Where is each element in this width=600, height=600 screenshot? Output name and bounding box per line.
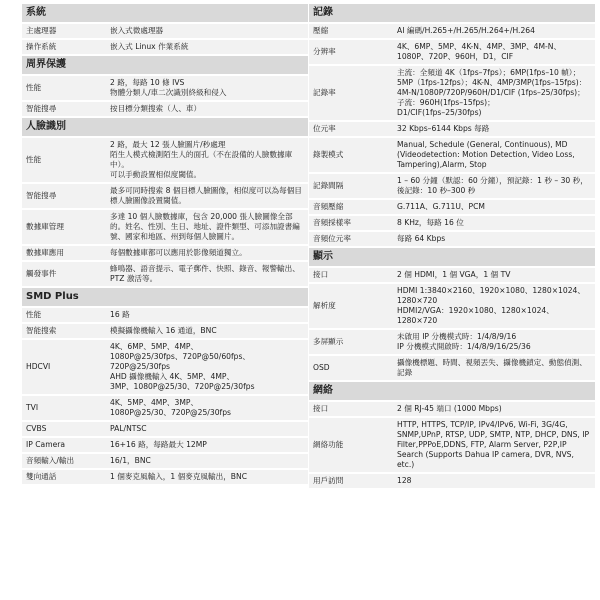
spec-label: 數據庫應用 <box>26 248 64 257</box>
spec-value: 2 個 RJ-45 端口 (1000 Mbps) <box>397 404 502 413</box>
spec-value: 16/1，BNC <box>110 456 151 465</box>
spec-row <box>309 122 595 136</box>
section-title: 系統 <box>22 4 308 22</box>
spec-row <box>22 138 308 182</box>
spec-row <box>22 210 308 244</box>
spec-row <box>22 102 308 116</box>
spec-row <box>309 284 595 328</box>
spec-row <box>22 40 308 54</box>
spec-row <box>309 418 595 472</box>
spec-row <box>22 246 308 260</box>
spec-label: 接口 <box>313 404 329 413</box>
spec-row <box>22 422 308 436</box>
spec-label: 音頻輸入/輸出 <box>26 456 75 465</box>
spec-value: 2 路，每路 10 條 IVS 物體分類人/車二次識別終級和侵入 <box>110 78 227 97</box>
spec-row <box>309 138 595 172</box>
spec-label: 音頻壓縮 <box>313 202 344 211</box>
spec-value: 每個數據庫都可以應用於影像頻道獨立。 <box>110 248 247 257</box>
spec-label: 音頻位元率 <box>313 234 351 243</box>
spec-row <box>309 268 595 282</box>
spec-row <box>309 356 595 380</box>
spec-label: 主處理器 <box>26 26 57 35</box>
spec-value: HTTP, HTTPS, TCP/IP, IPv4/IPv6, Wi-Fi, 3G/4G, SNMP,UPnP, RTSP, UDP, SMTP, NTP, DHCP, DNS, IP Filter,PPPoE,DDNS, FTP, Alarm Server, P2P,IP Search (Supports Dahua IP camera, DVR, NVS, etc.) <box>397 420 590 469</box>
spec-row <box>22 470 308 484</box>
spec-row <box>309 24 595 38</box>
section-title: 網絡 <box>309 382 595 400</box>
spec-label: 記錄率 <box>313 88 336 97</box>
spec-value: 2 路，最大 12 張人臉圖片/秒處理 陌生人模式檢測陌生人的面孔（不在設備的人臉數據庫中）。 可以手動設置相似度閾值。 <box>110 140 293 179</box>
spec-value: 最多可同時搜索 8 個目標人臉圖像，相似度可以為每個目標人臉圖像設置閾值。 <box>110 186 302 205</box>
spec-label: IP Camera <box>26 440 66 449</box>
left-spec-column <box>22 4 308 486</box>
spec-value: 按目標分類搜索（人、車） <box>110 104 202 113</box>
spec-value: 16 路 <box>110 310 130 319</box>
right-spec-column <box>309 4 595 490</box>
spec-label: 性能 <box>26 310 42 319</box>
spec-value: 4K、5MP、4MP、3MP、 1080P@25/30、720P@25/30fps <box>110 398 231 417</box>
spec-label: 觸發事件 <box>26 269 57 278</box>
spec-row <box>309 474 595 488</box>
spec-row <box>22 438 308 452</box>
spec-label: 操作系統 <box>26 42 57 51</box>
spec-row <box>309 174 595 198</box>
spec-value: 2 個 HDMI，1 個 VGA，1 個 TV <box>397 270 511 279</box>
spec-label: 用戶訪問 <box>313 476 344 485</box>
spec-value: 攝像機標題、時間、視頻丟失、攝像機鎖定、動態偵測、記錄 <box>397 358 587 377</box>
section-title: SMD Plus <box>22 288 308 306</box>
spec-value: 蜂鳴器、語音提示、電子郵件、快照、錄音、報警輸出、PTZ 激活等。 <box>110 264 300 283</box>
spec-value: 模擬攝像機輸入 16 通道，BNC <box>110 326 217 335</box>
spec-value: 4K、6MP、5MP、4K-N、4MP、3MP、4M-N、1080P、720P、960H，D1，CIF <box>397 42 562 61</box>
spec-row <box>309 216 595 230</box>
spec-value: 8 KHz，每路 16 位 <box>397 218 464 227</box>
spec-row <box>309 330 595 354</box>
spec-label: 雙向通話 <box>26 472 57 481</box>
spec-label: CVBS <box>26 424 47 433</box>
spec-row <box>309 232 595 246</box>
spec-value: 128 <box>397 476 412 485</box>
spec-label: 錄製模式 <box>313 150 344 159</box>
spec-row <box>22 308 308 322</box>
spec-label: 網絡功能 <box>313 440 344 449</box>
spec-value: 1 – 60 分鐘（默認：60 分鐘），預記錄：1 秒 – 30 秒，後記錄：10 秒–300 秒 <box>397 176 588 195</box>
section-title: 記錄 <box>309 4 595 22</box>
spec-row <box>22 76 308 100</box>
spec-label: 多屏顯示 <box>313 337 344 346</box>
spec-row <box>22 262 308 286</box>
spec-row <box>309 66 595 120</box>
spec-row <box>22 454 308 468</box>
spec-row <box>309 200 595 214</box>
spec-value: HDMI 1:3840×2160、1920×1080、1280×1024、1280×720 HDMI2/VGA：1920×1080、1280×1024、1280×720 <box>397 286 585 325</box>
spec-row <box>309 40 595 64</box>
spec-label: 數據庫管理 <box>26 222 64 231</box>
spec-label: 智能搜索 <box>26 326 57 335</box>
spec-label: 位元率 <box>313 124 336 133</box>
spec-value: 1 個麥克風輸入，1 個麥克風輸出，BNC <box>110 472 247 481</box>
spec-value: 主流：全頻道 4K（1fps–7fps）；6MP(1fps–10 幀）；5MP（1fps-12fps）；4K-N、4MP/3MP(1fps–15fps)： 4M-N/1080P/720P/960H/D1/CIF (1fps–25/30fps)； 子流：960H(1fps–15fps)； D1/CIF(1fps–25/30fps) <box>397 68 587 117</box>
spec-row <box>309 402 595 416</box>
spec-value: 4K、6MP、5MP、4MP、 1080P@25/30fps、720P@50/60fps、 720P@25/30fps AHD 攝像機輸入 4K、5MP、4MP、 3MP、1080P@25/30、720P@25/30fps <box>110 342 255 391</box>
spec-value: 嵌入式微處理器 <box>110 26 164 35</box>
spec-label: 智能搜尋 <box>26 191 57 200</box>
spec-value: AI 編碼/H.265+/H.265/H.264+/H.264 <box>397 26 535 35</box>
spec-value: 多達 10 個人臉數據庫，包含 20,000 張人臉圖像全部的。姓名、性別、生日、地址、證件類型、可添加證書編號、國家和地區、州到每個人臉圖片。 <box>110 212 300 241</box>
spec-value: Manual, Schedule (General, Continuous), MD (Videodetection: Motion Detection, Video Loss, Tampering),Alarm, Stop <box>397 140 575 169</box>
spec-value: G.711A、G.711U、PCM <box>397 202 485 211</box>
spec-label: 解析度 <box>313 301 336 310</box>
spec-label: 性能 <box>26 83 42 92</box>
spec-label: TVI <box>26 403 39 412</box>
spec-value: 每路 64 Kbps <box>397 234 446 243</box>
spec-row <box>22 24 308 38</box>
spec-label: 性能 <box>26 155 42 164</box>
spec-label: 接口 <box>313 270 329 279</box>
spec-value: 未啟用 IP 分機模式時：1/4/8/9/16 IP 分機模式開啟時：1/4/8/9/16/25/36 <box>397 332 531 351</box>
spec-row <box>22 324 308 338</box>
spec-label: OSD <box>313 363 330 372</box>
spec-value: PAL/NTSC <box>110 424 147 433</box>
spec-label: 音頻採樣率 <box>313 218 351 227</box>
spec-value: 32 Kbps–6144 Kbps 每路 <box>397 124 490 133</box>
spec-label: 記錄間隔 <box>313 181 344 190</box>
spec-row <box>22 340 308 394</box>
section-title: 顯示 <box>309 248 595 266</box>
spec-label: 分辨率 <box>313 47 336 56</box>
spec-label: 壓縮 <box>313 26 329 35</box>
spec-value: 嵌入式 Linux 作業系統 <box>110 42 189 51</box>
spec-row <box>22 184 308 208</box>
section-title: 人臉識別 <box>22 118 308 136</box>
spec-row <box>22 396 308 420</box>
spec-label: 智能搜尋 <box>26 104 57 113</box>
section-title: 周界保護 <box>22 56 308 74</box>
spec-value: 16+16 路，每路最大 12MP <box>110 440 207 449</box>
spec-label: HDCVI <box>26 362 51 371</box>
